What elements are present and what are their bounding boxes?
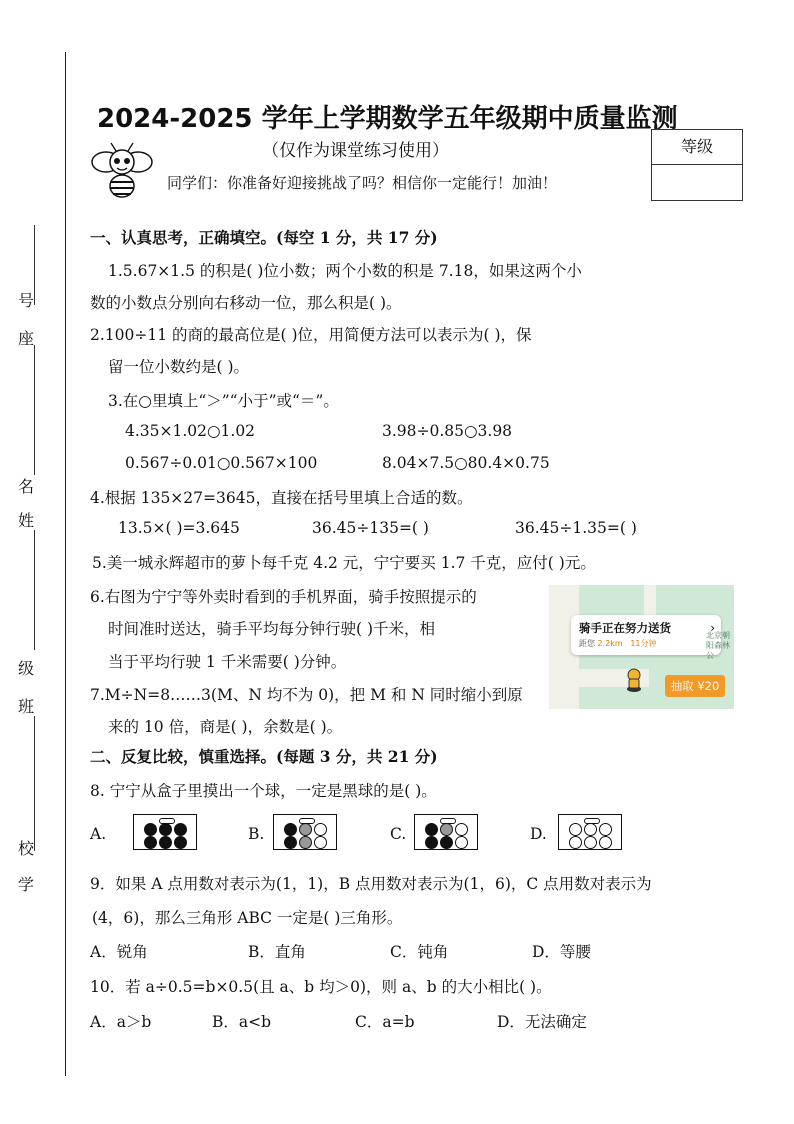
q5: 5.美一城永辉超市的萝卜每千克 4.2 元，宁宁要买 1.7 千克，应付( )元。 [92,554,596,572]
ball-box-b [273,814,337,850]
black-ball [159,836,172,849]
q8: 8. 宁宁从盒子里摸出一个球，一定是黑球的是( )。 [90,782,437,800]
q3-item-a: 4.35×1.02○1.02 [125,422,256,440]
rider-status-card [571,615,721,655]
section1-heading: 一、认真思考，正确填空。(每空 1 分，共 17 分) [90,228,438,247]
draw-coupon-button[interactable]: 抽取 ¥20 [665,675,725,697]
q8-option-b-label: B. [248,825,265,843]
q8-option-a-label: A. [90,825,107,843]
q1-line2: 数的小数点分别向右移动一位，那么积是( )。 [90,294,402,312]
class-blank[interactable] [34,716,35,851]
q9-line1: 9．如果 A 点用数对表示为(1，1)，B 点用数对表示为(1，6)，C 点用数对表示为 [90,875,652,893]
q9-option-d[interactable]: D．等腰 [532,943,591,961]
gray-ball [299,836,312,849]
q6-line2: 时间准时送达，骑手平均每分钟行驶( )千米，相 [108,620,436,638]
white-ball [584,823,597,836]
white-ball [584,836,597,849]
rider-status-title: 骑手正在努力送货 [579,621,671,635]
grade-blank[interactable] [652,165,742,200]
map-place-label: 北京朝阳森林公 [706,631,730,660]
time-value: 11分钟 [630,639,657,648]
ball-box-d [558,814,622,850]
class-label-ji: 级 [17,659,34,678]
q9-option-b[interactable]: B．直角 [248,943,306,961]
q6-line1: 6.右图为宁宁等外卖时看到的手机界面，骑手按照提示的 [90,588,477,606]
q10-option-a[interactable]: A．a＞b [90,1013,152,1031]
name-label-xing: 姓 [17,511,34,530]
ball-box-c [414,814,478,850]
q9-line2: (4，6)，那么三角形 ABC 一定是( )三角形。 [92,909,403,927]
ball-box-a [133,814,197,850]
white-ball [599,823,612,836]
map-road [644,585,656,615]
greeting-text: 同学们：你准备好迎接挑战了吗？相信你一定能行！加油！ [167,174,558,192]
page-subtitle: （仅作为课堂练习使用） [262,141,449,161]
grade-label: 等级 [652,130,742,165]
black-ball [159,823,172,836]
q3-item-d: 8.04×7.5○80.4×0.75 [382,454,550,472]
q2-line1: 2.100÷11 的商的最高位是( )位，用简便方法可以表示为( )，保 [90,326,532,344]
gray-ball [299,823,312,836]
seat-label-hao: 号 [17,291,34,310]
q4-item-b: 36.45÷135=( ) [312,519,429,537]
black-ball [284,836,297,849]
q7-line1: 7.M÷N=8……3(M、N 均不为 0)，把 M 和 N 同时缩小到原 [90,686,523,704]
q1-line1: 1.5.67×1.5 的积是( )位小数；两个小数的积是 7.18，如果这两个小 [108,262,582,280]
seat-label-zuo: 座 [17,329,34,348]
delivery-map-screenshot [549,585,734,709]
name-blank[interactable] [34,530,35,650]
black-ball [144,823,157,836]
black-ball [284,823,297,836]
section2-heading: 二、反复比较，慎重选择。(每题 3 分，共 21 分) [90,747,438,766]
q7-line2: 来的 10 倍，商是( )，余数是( )。 [108,718,343,736]
school-label-xiao: 校 [17,839,34,858]
white-ball [455,836,468,849]
q6-line3: 当于平均行驶 1 千米需要( )分钟。 [108,653,347,671]
page-title: 2024-2025 学年上学期数学五年级期中质量监测 [97,104,678,134]
white-ball [314,836,327,849]
q2-line2: 留一位小数约是( )。 [108,358,250,376]
black-ball [440,836,453,849]
school-label-xue: 学 [17,875,34,894]
rider-distance-info [579,638,657,649]
seat-name-separator [34,345,35,475]
black-ball [425,836,438,849]
white-ball [599,836,612,849]
q10: 10．若 a÷0.5=b×0.5(且 a、b 均＞0)，则 a、b 的大小相比( )。 [90,978,552,996]
white-ball [314,823,327,836]
distance-prefix: 距您 [579,639,595,648]
q4-intro: 4.根据 135×27=3645，直接在括号里填上合适的数。 [90,489,473,507]
white-ball [569,823,582,836]
bee-mascot-icon [86,140,158,200]
q8-option-d-label: D. [530,825,547,843]
black-ball [174,836,187,849]
q8-option-c-label: C. [390,825,407,843]
distance-value: 2.2km [597,639,623,648]
q10-option-b[interactable]: B．a<b [212,1013,272,1031]
name-label-ming: 名 [17,477,34,496]
chevron-right-icon: › [710,621,715,635]
black-ball [144,836,157,849]
black-ball [174,823,187,836]
rider-icon [625,667,643,693]
q9-option-c[interactable]: C．钝角 [390,943,449,961]
gray-ball [440,823,453,836]
grade-box [651,129,743,201]
binding-line [65,52,66,1076]
q4-item-c: 36.45÷1.35=( ) [515,519,637,537]
q3-item-b: 3.98÷0.85○3.98 [382,422,513,440]
class-label-ban: 班 [17,697,34,716]
white-ball [569,836,582,849]
black-ball [425,823,438,836]
q9-option-a[interactable]: A．锐角 [90,943,148,961]
white-ball [455,823,468,836]
q4-item-a: 13.5×( )=3.645 [118,519,240,537]
q3-intro: 3.在○里填上“＞”“小于”或“＝”。 [108,392,339,410]
q10-option-d[interactable]: D．无法确定 [497,1013,587,1031]
q10-option-c[interactable]: C．a=b [355,1013,415,1031]
q3-item-c: 0.567÷0.01○0.567×100 [125,454,318,472]
